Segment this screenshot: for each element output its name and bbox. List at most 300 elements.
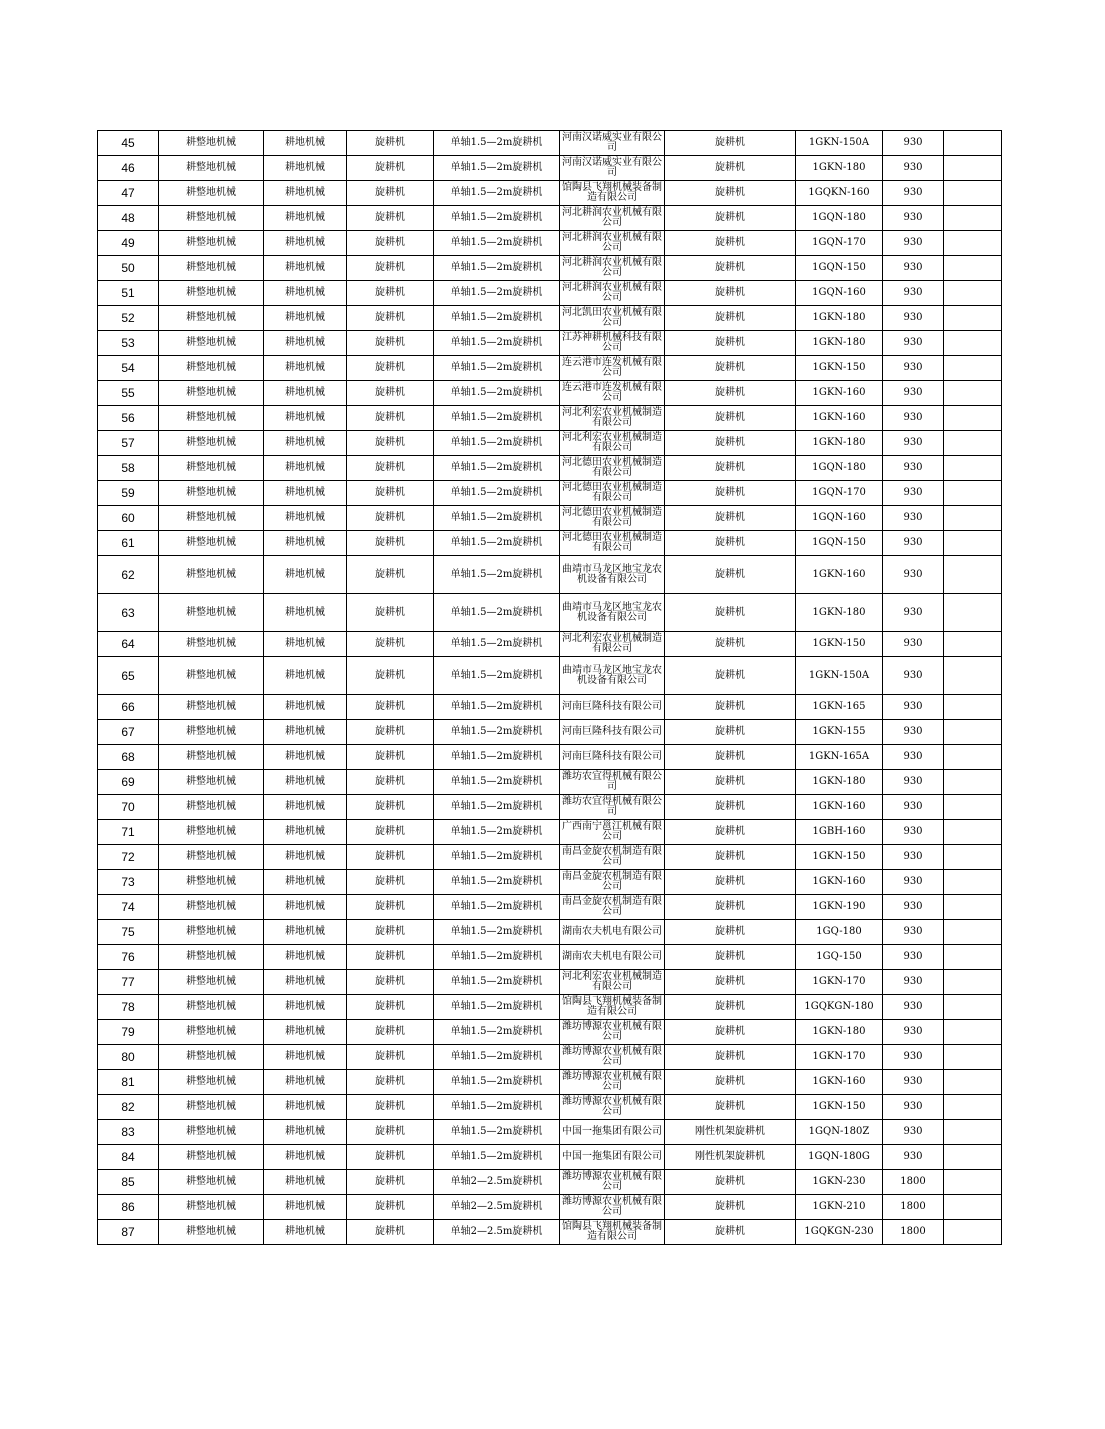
product-name-cell: 旋耕机 [665, 745, 796, 770]
product-name-cell: 旋耕机 [665, 945, 796, 970]
table-row [98, 870, 1002, 895]
subsidy-amount-cell: 930 [883, 1145, 944, 1170]
major-category-cell: 耕整地机械 [159, 594, 264, 632]
sub-category-cell: 耕地机械 [264, 256, 347, 281]
item-category-cell: 旋耕机 [347, 381, 434, 406]
manufacturer-cell: 潍坊博源农业机械有限公司 [560, 1070, 665, 1095]
major-category-cell: 耕整地机械 [159, 1020, 264, 1045]
row-number-cell: 50 [98, 256, 159, 281]
model-cell: 1GKN-210 [796, 1195, 883, 1220]
major-category-cell: 耕整地机械 [159, 206, 264, 231]
product-name-cell: 旋耕机 [665, 695, 796, 720]
item-category-cell: 旋耕机 [347, 156, 434, 181]
row-number-cell: 66 [98, 695, 159, 720]
grade-cell: 单轴1.5—2m旋耕机 [434, 256, 560, 281]
major-category-cell: 耕整地机械 [159, 920, 264, 945]
manufacturer-cell: 潍坊农宜得机械有限公司 [560, 795, 665, 820]
item-category-cell: 旋耕机 [347, 745, 434, 770]
product-name-cell: 旋耕机 [665, 870, 796, 895]
item-category-cell: 旋耕机 [347, 632, 434, 657]
grade-cell: 单轴1.5—2m旋耕机 [434, 331, 560, 356]
table-row [98, 1045, 1002, 1070]
grade-cell: 单轴1.5—2m旋耕机 [434, 1070, 560, 1095]
product-name-cell: 旋耕机 [665, 381, 796, 406]
row-number-cell: 74 [98, 895, 159, 920]
row-number-cell: 63 [98, 594, 159, 632]
sub-category-cell: 耕地机械 [264, 456, 347, 481]
manufacturer-cell: 河北耕润农业机械有限公司 [560, 281, 665, 306]
manufacturer-cell: 曲靖市马龙区地宝龙农机设备有限公司 [560, 556, 665, 594]
sub-category-cell: 耕地机械 [264, 406, 347, 431]
product-name-cell: 旋耕机 [665, 657, 796, 695]
subsidy-amount-cell: 930 [883, 720, 944, 745]
table-row [98, 770, 1002, 795]
row-number-cell: 81 [98, 1070, 159, 1095]
model-cell: 1GKN-180 [796, 431, 883, 456]
table-row [98, 456, 1002, 481]
sub-category-cell: 耕地机械 [264, 356, 347, 381]
subsidy-amount-cell: 930 [883, 1095, 944, 1120]
model-cell: 1GKN-155 [796, 720, 883, 745]
manufacturer-cell: 河南巨隆科技有限公司 [560, 745, 665, 770]
product-name-cell: 旋耕机 [665, 481, 796, 506]
major-category-cell: 耕整地机械 [159, 1145, 264, 1170]
manufacturer-cell: 曲靖市马龙区地宝龙农机设备有限公司 [560, 657, 665, 695]
item-category-cell: 旋耕机 [347, 231, 434, 256]
major-category-cell: 耕整地机械 [159, 870, 264, 895]
table-row [98, 632, 1002, 657]
model-cell: 1GKN-180 [796, 156, 883, 181]
grade-cell: 单轴1.5—2m旋耕机 [434, 1045, 560, 1070]
model-cell: 1GBH-160 [796, 820, 883, 845]
subsidy-amount-cell: 930 [883, 695, 944, 720]
product-name-cell: 旋耕机 [665, 970, 796, 995]
item-category-cell: 旋耕机 [347, 481, 434, 506]
table-row [98, 381, 1002, 406]
subsidy-amount-cell: 930 [883, 256, 944, 281]
subsidy-amount-cell: 930 [883, 657, 944, 695]
note-cell [944, 1070, 1002, 1095]
row-number-cell: 46 [98, 156, 159, 181]
subsidy-amount-cell: 930 [883, 845, 944, 870]
note-cell [944, 845, 1002, 870]
sub-category-cell: 耕地机械 [264, 1220, 347, 1245]
major-category-cell: 耕整地机械 [159, 331, 264, 356]
table-row [98, 795, 1002, 820]
subsidy-amount-cell: 930 [883, 1120, 944, 1145]
major-category-cell: 耕整地机械 [159, 1120, 264, 1145]
row-number-cell: 77 [98, 970, 159, 995]
table-row [98, 657, 1002, 695]
note-cell [944, 770, 1002, 795]
sub-category-cell: 耕地机械 [264, 556, 347, 594]
manufacturer-cell: 河北德田农业机械制造有限公司 [560, 531, 665, 556]
product-name-cell: 旋耕机 [665, 356, 796, 381]
subsidy-amount-cell: 930 [883, 206, 944, 231]
product-name-cell: 旋耕机 [665, 920, 796, 945]
table-row [98, 720, 1002, 745]
subsidy-amount-cell: 1800 [883, 1170, 944, 1195]
sub-category-cell: 耕地机械 [264, 1195, 347, 1220]
manufacturer-cell: 湖南农夫机电有限公司 [560, 945, 665, 970]
subsidy-amount-cell: 930 [883, 870, 944, 895]
table-row [98, 820, 1002, 845]
table-row [98, 1220, 1002, 1245]
grade-cell: 单轴1.5—2m旋耕机 [434, 206, 560, 231]
product-name-cell: 旋耕机 [665, 406, 796, 431]
model-cell: 1GQN-160 [796, 281, 883, 306]
table-row [98, 406, 1002, 431]
note-cell [944, 181, 1002, 206]
major-category-cell: 耕整地机械 [159, 531, 264, 556]
model-cell: 1GQN-180 [796, 456, 883, 481]
table-row [98, 431, 1002, 456]
model-cell: 1GQN-180 [796, 206, 883, 231]
note-cell [944, 456, 1002, 481]
manufacturer-cell: 曲靖市马龙区地宝龙农机设备有限公司 [560, 594, 665, 632]
note-cell [944, 1020, 1002, 1045]
subsidy-amount-cell: 930 [883, 381, 944, 406]
manufacturer-cell: 河北德田农业机械制造有限公司 [560, 506, 665, 531]
item-category-cell: 旋耕机 [347, 995, 434, 1020]
subsidy-amount-cell: 930 [883, 1020, 944, 1045]
major-category-cell: 耕整地机械 [159, 1220, 264, 1245]
model-cell: 1GKN-160 [796, 1070, 883, 1095]
manufacturer-cell: 馆陶县飞翔机械装备制造有限公司 [560, 181, 665, 206]
row-number-cell: 49 [98, 231, 159, 256]
subsidy-amount-cell: 930 [883, 1070, 944, 1095]
item-category-cell: 旋耕机 [347, 770, 434, 795]
major-category-cell: 耕整地机械 [159, 506, 264, 531]
grade-cell: 单轴1.5—2m旋耕机 [434, 1120, 560, 1145]
item-category-cell: 旋耕机 [347, 870, 434, 895]
item-category-cell: 旋耕机 [347, 1170, 434, 1195]
item-category-cell: 旋耕机 [347, 431, 434, 456]
manufacturer-cell: 河北耕润农业机械有限公司 [560, 206, 665, 231]
grade-cell: 单轴1.5—2m旋耕机 [434, 381, 560, 406]
subsidy-amount-cell: 930 [883, 770, 944, 795]
row-number-cell: 87 [98, 1220, 159, 1245]
note-cell [944, 632, 1002, 657]
model-cell: 1GQN-180Z [796, 1120, 883, 1145]
table-row [98, 506, 1002, 531]
row-number-cell: 67 [98, 720, 159, 745]
model-cell: 1GKN-170 [796, 970, 883, 995]
note-cell [944, 945, 1002, 970]
grade-cell: 单轴1.5—2m旋耕机 [434, 181, 560, 206]
sub-category-cell: 耕地机械 [264, 231, 347, 256]
item-category-cell: 旋耕机 [347, 356, 434, 381]
product-name-cell: 旋耕机 [665, 456, 796, 481]
model-cell: 1GKN-150 [796, 1095, 883, 1120]
item-category-cell: 旋耕机 [347, 506, 434, 531]
grade-cell: 单轴1.5—2m旋耕机 [434, 456, 560, 481]
major-category-cell: 耕整地机械 [159, 820, 264, 845]
note-cell [944, 531, 1002, 556]
row-number-cell: 55 [98, 381, 159, 406]
model-cell: 1GKN-165 [796, 695, 883, 720]
row-number-cell: 78 [98, 995, 159, 1020]
model-cell: 1GKN-160 [796, 556, 883, 594]
product-name-cell: 旋耕机 [665, 1045, 796, 1070]
table-row [98, 231, 1002, 256]
sub-category-cell: 耕地机械 [264, 920, 347, 945]
item-category-cell: 旋耕机 [347, 1120, 434, 1145]
row-number-cell: 79 [98, 1020, 159, 1045]
table-row [98, 1145, 1002, 1170]
subsidy-amount-cell: 930 [883, 820, 944, 845]
manufacturer-cell: 河南巨隆科技有限公司 [560, 695, 665, 720]
table-row [98, 995, 1002, 1020]
grade-cell: 单轴1.5—2m旋耕机 [434, 406, 560, 431]
item-category-cell: 旋耕机 [347, 1020, 434, 1045]
note-cell [944, 695, 1002, 720]
note-cell [944, 331, 1002, 356]
major-category-cell: 耕整地机械 [159, 256, 264, 281]
product-name-cell: 旋耕机 [665, 156, 796, 181]
model-cell: 1GQN-170 [796, 231, 883, 256]
item-category-cell: 旋耕机 [347, 1095, 434, 1120]
product-name-cell: 旋耕机 [665, 1195, 796, 1220]
note-cell [944, 256, 1002, 281]
grade-cell: 单轴1.5—2m旋耕机 [434, 745, 560, 770]
product-name-cell: 旋耕机 [665, 331, 796, 356]
subsidy-amount-cell: 930 [883, 970, 944, 995]
product-name-cell: 旋耕机 [665, 131, 796, 156]
major-category-cell: 耕整地机械 [159, 1070, 264, 1095]
item-category-cell: 旋耕机 [347, 1045, 434, 1070]
item-category-cell: 旋耕机 [347, 181, 434, 206]
manufacturer-cell: 南昌金旋农机制造有限公司 [560, 895, 665, 920]
major-category-cell: 耕整地机械 [159, 657, 264, 695]
item-category-cell: 旋耕机 [347, 920, 434, 945]
major-category-cell: 耕整地机械 [159, 745, 264, 770]
table-row [98, 1020, 1002, 1045]
manufacturer-cell: 潍坊博源农业机械有限公司 [560, 1170, 665, 1195]
note-cell [944, 895, 1002, 920]
major-category-cell: 耕整地机械 [159, 1095, 264, 1120]
item-category-cell: 旋耕机 [347, 795, 434, 820]
sub-category-cell: 耕地机械 [264, 1120, 347, 1145]
table-row [98, 356, 1002, 381]
note-cell [944, 594, 1002, 632]
grade-cell: 单轴1.5—2m旋耕机 [434, 995, 560, 1020]
table-row [98, 1195, 1002, 1220]
sub-category-cell: 耕地机械 [264, 181, 347, 206]
product-name-cell: 旋耕机 [665, 431, 796, 456]
note-cell [944, 1195, 1002, 1220]
subsidy-amount-cell: 930 [883, 156, 944, 181]
major-category-cell: 耕整地机械 [159, 406, 264, 431]
major-category-cell: 耕整地机械 [159, 632, 264, 657]
sub-category-cell: 耕地机械 [264, 720, 347, 745]
sub-category-cell: 耕地机械 [264, 306, 347, 331]
product-name-cell: 旋耕机 [665, 632, 796, 657]
grade-cell: 单轴1.5—2m旋耕机 [434, 156, 560, 181]
model-cell: 1GKN-150 [796, 845, 883, 870]
manufacturer-cell: 湖南农夫机电有限公司 [560, 920, 665, 945]
product-name-cell: 旋耕机 [665, 231, 796, 256]
row-number-cell: 68 [98, 745, 159, 770]
note-cell [944, 1170, 1002, 1195]
grade-cell: 单轴1.5—2m旋耕机 [434, 770, 560, 795]
row-number-cell: 48 [98, 206, 159, 231]
sub-category-cell: 耕地机械 [264, 1145, 347, 1170]
grade-cell: 单轴1.5—2m旋耕机 [434, 695, 560, 720]
grade-cell: 单轴1.5—2m旋耕机 [434, 594, 560, 632]
manufacturer-cell: 河北利宏农业机械制造有限公司 [560, 970, 665, 995]
subsidy-amount-cell: 930 [883, 1045, 944, 1070]
table-row [98, 156, 1002, 181]
item-category-cell: 旋耕机 [347, 1145, 434, 1170]
grade-cell: 单轴1.5—2m旋耕机 [434, 306, 560, 331]
model-cell: 1GKN-165A [796, 745, 883, 770]
product-name-cell: 旋耕机 [665, 206, 796, 231]
note-cell [944, 1220, 1002, 1245]
note-cell [944, 406, 1002, 431]
grade-cell: 单轴1.5—2m旋耕机 [434, 431, 560, 456]
product-name-cell: 旋耕机 [665, 1070, 796, 1095]
model-cell: 1GQN-150 [796, 256, 883, 281]
note-cell [944, 506, 1002, 531]
product-name-cell: 旋耕机 [665, 720, 796, 745]
row-number-cell: 76 [98, 945, 159, 970]
table-row [98, 845, 1002, 870]
model-cell: 1GKN-150A [796, 131, 883, 156]
subsidy-amount-cell: 930 [883, 131, 944, 156]
grade-cell: 单轴1.5—2m旋耕机 [434, 820, 560, 845]
grade-cell: 单轴1.5—2m旋耕机 [434, 720, 560, 745]
grade-cell: 单轴1.5—2m旋耕机 [434, 1095, 560, 1120]
sub-category-cell: 耕地机械 [264, 156, 347, 181]
sub-category-cell: 耕地机械 [264, 1170, 347, 1195]
major-category-cell: 耕整地机械 [159, 131, 264, 156]
major-category-cell: 耕整地机械 [159, 381, 264, 406]
major-category-cell: 耕整地机械 [159, 356, 264, 381]
note-cell [944, 556, 1002, 594]
grade-cell: 单轴1.5—2m旋耕机 [434, 870, 560, 895]
note-cell [944, 970, 1002, 995]
major-category-cell: 耕整地机械 [159, 431, 264, 456]
grade-cell: 单轴1.5—2m旋耕机 [434, 506, 560, 531]
model-cell: 1GQ-180 [796, 920, 883, 945]
model-cell: 1GKN-150 [796, 356, 883, 381]
table-row [98, 256, 1002, 281]
product-name-cell: 旋耕机 [665, 556, 796, 594]
row-number-cell: 75 [98, 920, 159, 945]
product-name-cell: 旋耕机 [665, 531, 796, 556]
table-row [98, 531, 1002, 556]
subsidy-amount-cell: 1800 [883, 1220, 944, 1245]
note-cell [944, 1095, 1002, 1120]
row-number-cell: 54 [98, 356, 159, 381]
table-row [98, 181, 1002, 206]
sub-category-cell: 耕地机械 [264, 594, 347, 632]
grade-cell: 单轴1.5—2m旋耕机 [434, 281, 560, 306]
row-number-cell: 58 [98, 456, 159, 481]
item-category-cell: 旋耕机 [347, 720, 434, 745]
grade-cell: 单轴1.5—2m旋耕机 [434, 131, 560, 156]
grade-cell: 单轴1.5—2m旋耕机 [434, 945, 560, 970]
manufacturer-cell: 河北耕润农业机械有限公司 [560, 256, 665, 281]
product-name-cell: 旋耕机 [665, 995, 796, 1020]
grade-cell: 单轴1.5—2m旋耕机 [434, 356, 560, 381]
major-category-cell: 耕整地机械 [159, 156, 264, 181]
note-cell [944, 131, 1002, 156]
manufacturer-cell: 潍坊博源农业机械有限公司 [560, 1020, 665, 1045]
product-name-cell: 旋耕机 [665, 1170, 796, 1195]
sub-category-cell: 耕地机械 [264, 431, 347, 456]
manufacturer-cell: 广西南宁邕江机械有限公司 [560, 820, 665, 845]
product-name-cell: 旋耕机 [665, 1020, 796, 1045]
manufacturer-cell: 河北德田农业机械制造有限公司 [560, 481, 665, 506]
product-name-cell: 旋耕机 [665, 594, 796, 632]
manufacturer-cell: 河北利宏农业机械制造有限公司 [560, 632, 665, 657]
manufacturer-cell: 连云港市连发机械有限公司 [560, 356, 665, 381]
subsidy-amount-cell: 930 [883, 920, 944, 945]
model-cell: 1GQN-160 [796, 506, 883, 531]
sub-category-cell: 耕地机械 [264, 657, 347, 695]
item-category-cell: 旋耕机 [347, 531, 434, 556]
major-category-cell: 耕整地机械 [159, 456, 264, 481]
sub-category-cell: 耕地机械 [264, 970, 347, 995]
row-number-cell: 84 [98, 1145, 159, 1170]
note-cell [944, 995, 1002, 1020]
item-category-cell: 旋耕机 [347, 556, 434, 594]
row-number-cell: 80 [98, 1045, 159, 1070]
row-number-cell: 62 [98, 556, 159, 594]
item-category-cell: 旋耕机 [347, 695, 434, 720]
subsidy-amount-cell: 930 [883, 406, 944, 431]
table-row [98, 1095, 1002, 1120]
subsidy-amount-cell: 930 [883, 995, 944, 1020]
note-cell [944, 1120, 1002, 1145]
model-cell: 1GKN-160 [796, 406, 883, 431]
major-category-cell: 耕整地机械 [159, 306, 264, 331]
sub-category-cell: 耕地机械 [264, 281, 347, 306]
model-cell: 1GKN-180 [796, 306, 883, 331]
subsidy-amount-cell: 930 [883, 945, 944, 970]
product-name-cell: 旋耕机 [665, 895, 796, 920]
manufacturer-cell: 潍坊博源农业机械有限公司 [560, 1045, 665, 1070]
note-cell [944, 481, 1002, 506]
note-cell [944, 720, 1002, 745]
table-row [98, 745, 1002, 770]
note-cell [944, 306, 1002, 331]
major-category-cell: 耕整地机械 [159, 895, 264, 920]
row-number-cell: 69 [98, 770, 159, 795]
model-cell: 1GKN-160 [796, 381, 883, 406]
note-cell [944, 870, 1002, 895]
grade-cell: 单轴1.5—2m旋耕机 [434, 845, 560, 870]
row-number-cell: 83 [98, 1120, 159, 1145]
table-row [98, 281, 1002, 306]
subsidy-amount-cell: 930 [883, 456, 944, 481]
sub-category-cell: 耕地机械 [264, 845, 347, 870]
major-category-cell: 耕整地机械 [159, 231, 264, 256]
item-category-cell: 旋耕机 [347, 970, 434, 995]
note-cell [944, 431, 1002, 456]
sub-category-cell: 耕地机械 [264, 632, 347, 657]
product-name-cell: 旋耕机 [665, 506, 796, 531]
sub-category-cell: 耕地机械 [264, 506, 347, 531]
row-number-cell: 61 [98, 531, 159, 556]
row-number-cell: 45 [98, 131, 159, 156]
model-cell: 1GQKGN-180 [796, 995, 883, 1020]
table-row [98, 131, 1002, 156]
subsidy-amount-cell: 930 [883, 632, 944, 657]
item-category-cell: 旋耕机 [347, 331, 434, 356]
